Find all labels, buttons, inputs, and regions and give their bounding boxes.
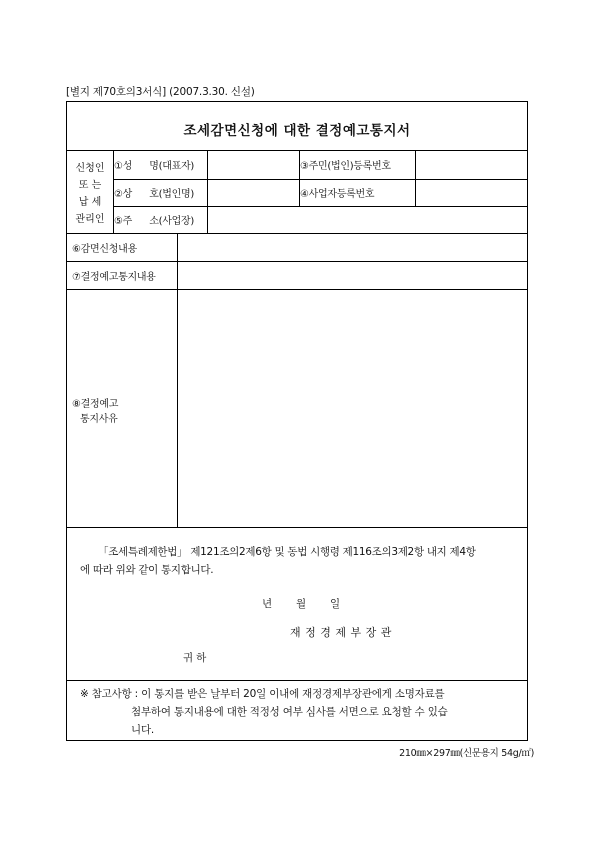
address-label: ⑤주 소(사업장) [114,216,194,227]
form-title: 조세감면신청에 대한 결정예고통지서 [183,123,411,139]
note-line-2: 첨부하여 통지내용에 대한 적정성 여부 심사를 서면으로 요청할 수 있습 [131,706,448,718]
statement-section-divider [67,680,527,681]
resident-number-field[interactable] [416,150,526,176]
reduction-content-field[interactable] [178,234,526,260]
notice-reason-label-1: ⑧결정예고 [72,399,119,410]
business-number-field[interactable] [416,179,526,204]
note-line-1: ※ 참고사항 : 이 통지를 받은 날부터 20일 이내에 재정경제부장관에게 소명자료를 [80,688,445,700]
applicant-group-label-4: 관리인 [75,214,105,225]
date-month-label: 월 [296,598,306,610]
paper-spec: 210㎜×297㎜(신문용지 54g/㎡) [399,748,534,759]
applicant-group-label-3: 납 세 [78,197,102,208]
name-field[interactable] [208,150,296,176]
applicant-group-label-2: 또 는 [78,180,102,191]
company-name-label: ②상 호(법인명) [114,189,194,200]
business-number-label: ④사업자등록번호 [300,189,375,200]
reduction-content-label: ⑥감면신청내용 [72,244,137,255]
statement-line-2: 에 따라 위와 같이 통지합니다. [80,564,214,576]
statement-line-1: 「조세특례제한법」 제121조의2제6항 및 동법 시행령 제116조의3제2항 내지 제4항 [98,546,476,558]
issuer-name: 재 정 경 제 부 장 관 [290,626,392,639]
applicant-group-label-1: 신청인 [75,163,105,174]
notice-reason-field[interactable] [178,290,526,526]
form-reference: [별지 제70호의3서식] (2007.3.30. 신설) [66,86,255,98]
date-year-label: 년 [262,598,272,610]
address-field[interactable] [208,206,526,231]
addressee-label: 귀하 [183,652,210,664]
date-day-label: 일 [330,598,340,610]
notice-reason-label-2: 통지사유 [80,414,118,425]
company-name-field[interactable] [208,179,296,204]
notice-content-label: ⑦결정예고통지내용 [72,272,156,283]
resident-number-label: ③주민(법인)등록번호 [300,161,391,172]
name-label: ①성 명(대표자) [114,161,194,172]
notice-content-field[interactable] [178,262,526,288]
reason-section-divider [67,527,527,528]
note-line-3: 니다. [131,724,155,736]
